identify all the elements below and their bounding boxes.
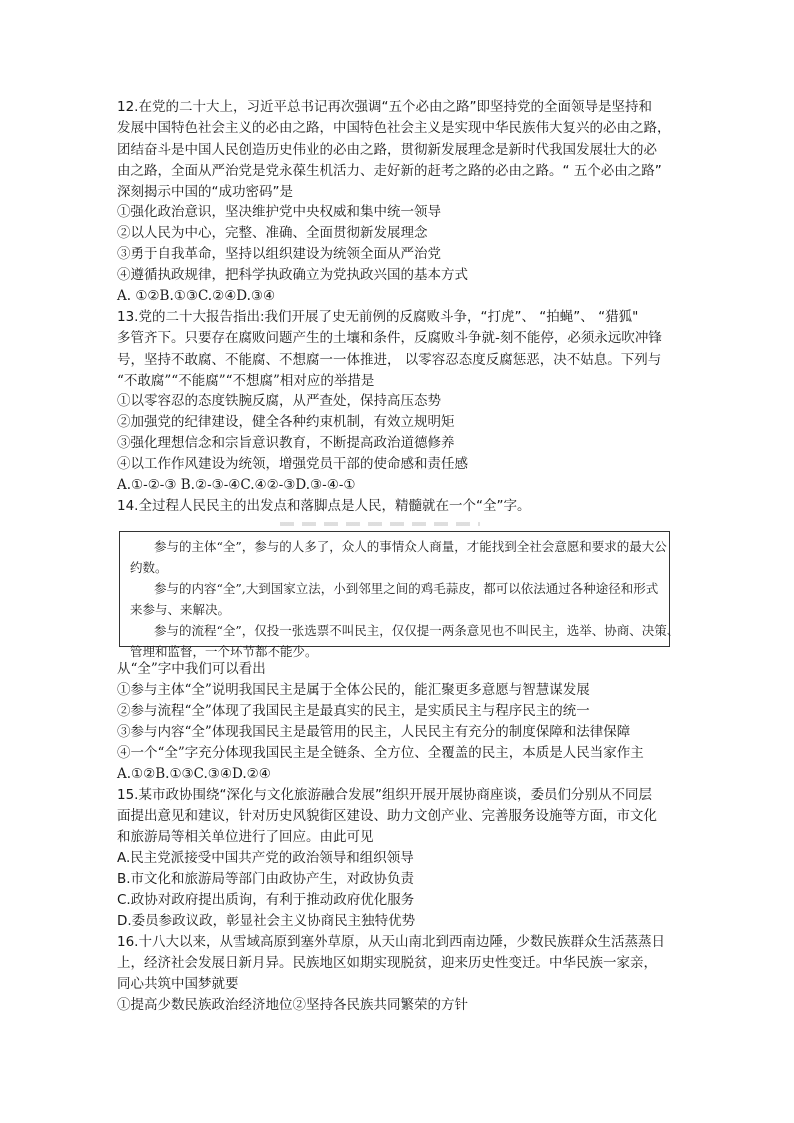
q13-option-3: ③强化理想信念和宗旨意识教育，不断提高政治道德修养 xyxy=(117,435,455,451)
q14-material-box xyxy=(119,531,680,659)
q14-option-4: ④一个“全”字充分体现我国民主是全链条、全方位、全覆盖的民主，本质是人民当家作主 xyxy=(117,745,644,761)
q12-option-1: ①强化政治意识，坚决维护党中央权威和集中统一领导 xyxy=(117,204,441,220)
q15-stem-line-1: 15.某市政协围绕“深化与文化旅游融合发展”组织开展开展协商座谈，委员们分别从不同层 xyxy=(117,787,652,803)
q12-stem-line-3: 团结奋斗是中国人民创造历史伟业的必由之路，贯彻新发展理念是新时代我国发展壮大的必 xyxy=(117,142,657,158)
q13-stem-line-3: 号，坚持不敢腐、不能腐、不想腐一一体推进， 以零容忍态度反腐惩恶，决不姑息。下列与 xyxy=(117,352,662,368)
q12-stem-line-4: 由之路，全面从严治党是党永葆生机活力、走好新的赶考之路的必由之路。“ 五个必由之路” xyxy=(117,163,662,179)
material-line-1: 参与的主体“全”，参与的人多了，众人的事情众人商量，才能找到全社会意愿和要求的最大公 xyxy=(154,539,667,554)
q14-option-2: ②参与流程“全”体现了我国民主是最真实的民主，是实质民主与程序民主的统一 xyxy=(117,703,590,719)
q15-option-b: B.市文化和旅游局等部门由政协产生，对政协负责 xyxy=(117,871,415,887)
q12-stem-line-1: 12.在党的二十大上，习近平总书记再次强调“五个必由之路”即坚持党的全面领导是坚持和 xyxy=(117,99,652,115)
q12-stem-line-5: 深刻揭示中国的“成功密码”是 xyxy=(117,184,293,200)
q13-stem-line-1: 13.党的二十大报告指出:我们开展了史无前例的反腐败斗争，“打虎”、 “拍蝇”、 “猎狐" xyxy=(117,309,639,325)
material-line-5: 参与的流程“全”，仅投一张选票不叫民主，仅仅提一两条意见也不叫民主，选举、协商、决策、 xyxy=(154,623,680,638)
q14-option-1: ①参与主体“全”说明我国民主是属于全体公民的，能汇聚更多意愿与智慧谋发展 xyxy=(117,682,590,698)
q12-option-3: ③勇于自我革命，坚持以组织建设为统领全面从严治党 xyxy=(117,246,441,262)
q14-option-3: ③参与内容“全”体现我国民主是最管用的民主，人民民主有充分的制度保障和法律保障 xyxy=(117,724,631,740)
q13-option-1: ①以零容忍的态度铁腕反腐，从严查处，保持高压态势 xyxy=(117,393,441,409)
q15-stem-line-2: 面提出意见和建议，针对历史风貌街区建设、助力文创产业、完善服务设施等方面，市文化 xyxy=(117,808,657,824)
q12-stem-line-2: 发展中国特色社会主义的必由之路，中国特色社会主义是实现中华民族伟大复兴的必由之路， xyxy=(117,120,671,136)
q16-stem-line-2: 上，经济社会发展日新月异。民族地区如期实现脱贫，迎来历史性变迁。中华民族一家亲， xyxy=(117,955,657,971)
q16-stem-line-1: 16.十八大以来，从雪域高原到塞外草原，从天山南北到西南边陲，少数民族群众生活蒸蒸日 xyxy=(117,934,665,950)
q14-lead: 从“全”字中我们可以看出 xyxy=(117,661,266,677)
material-line-6: 管理和监督，一个环节都不能少。 xyxy=(130,644,318,659)
q13-option-2: ②加强党的纪律建设，健全各种约束机制，有效立规明矩 xyxy=(117,414,455,430)
q15-stem-line-3: 和旅游局等相关单位进行了回应。由此可见 xyxy=(117,829,374,845)
q12-option-2: ②以人民为中心，完整、准确、全面贯彻新发展理念 xyxy=(117,225,428,241)
material-line-3: 参与的内容“全”,大到国家立法，小到邻里之间的鸡毛蒜皮，都可以依法通过各种途径和形式 xyxy=(154,581,659,596)
q14-answer-choices: A.①②B.①③C.③④D.②④ xyxy=(117,766,271,782)
q16-stem-line-3: 同心共筑中国梦就要 xyxy=(117,976,239,992)
q16-option-line-1: ①提高少数民族政治经济地位②坚持各民族共同繁荣的方针 xyxy=(117,997,468,1013)
scan-artifact xyxy=(280,522,480,526)
q15-option-a: A.民主党派接受中国共产党的政治领导和组织领导 xyxy=(117,850,414,866)
q13-option-4: ④以工作作风建设为统领，增强党员干部的使命感和责任感 xyxy=(117,456,468,472)
q12-answer-choices: A. ①②B.①③C.②④D.③④ xyxy=(117,288,276,304)
q15-option-c: C.政协对政府提出质询，有利于推动政府优化服务 xyxy=(117,892,415,908)
material-line-2: 约数。 xyxy=(130,560,168,575)
q13-answer-choices: A.①-②-③ B.②-③-④C.④②-③D.③-④-① xyxy=(117,477,356,493)
q14-stem: 14.全过程人民民主的出发点和落脚点是人民，精髓就在一个“全”字。 xyxy=(117,498,531,514)
material-line-4: 来参与、来解决。 xyxy=(130,602,231,617)
q12-option-4: ④遵循执政规律，把科学执政确立为党执政兴国的基本方式 xyxy=(117,267,468,283)
q13-stem-line-4: “不敢腐”“不能腐”“不想腐”相对应的举措是 xyxy=(117,373,375,389)
q13-stem-line-2: 多管齐下。只要存在腐败问题产生的土壤和条件，反腐败斗争就-刻不能停，必须永远吹冲锋 xyxy=(117,330,662,346)
q15-option-d: D.委员参政议政，彰显社会主义协商民主独特优势 xyxy=(117,913,416,929)
